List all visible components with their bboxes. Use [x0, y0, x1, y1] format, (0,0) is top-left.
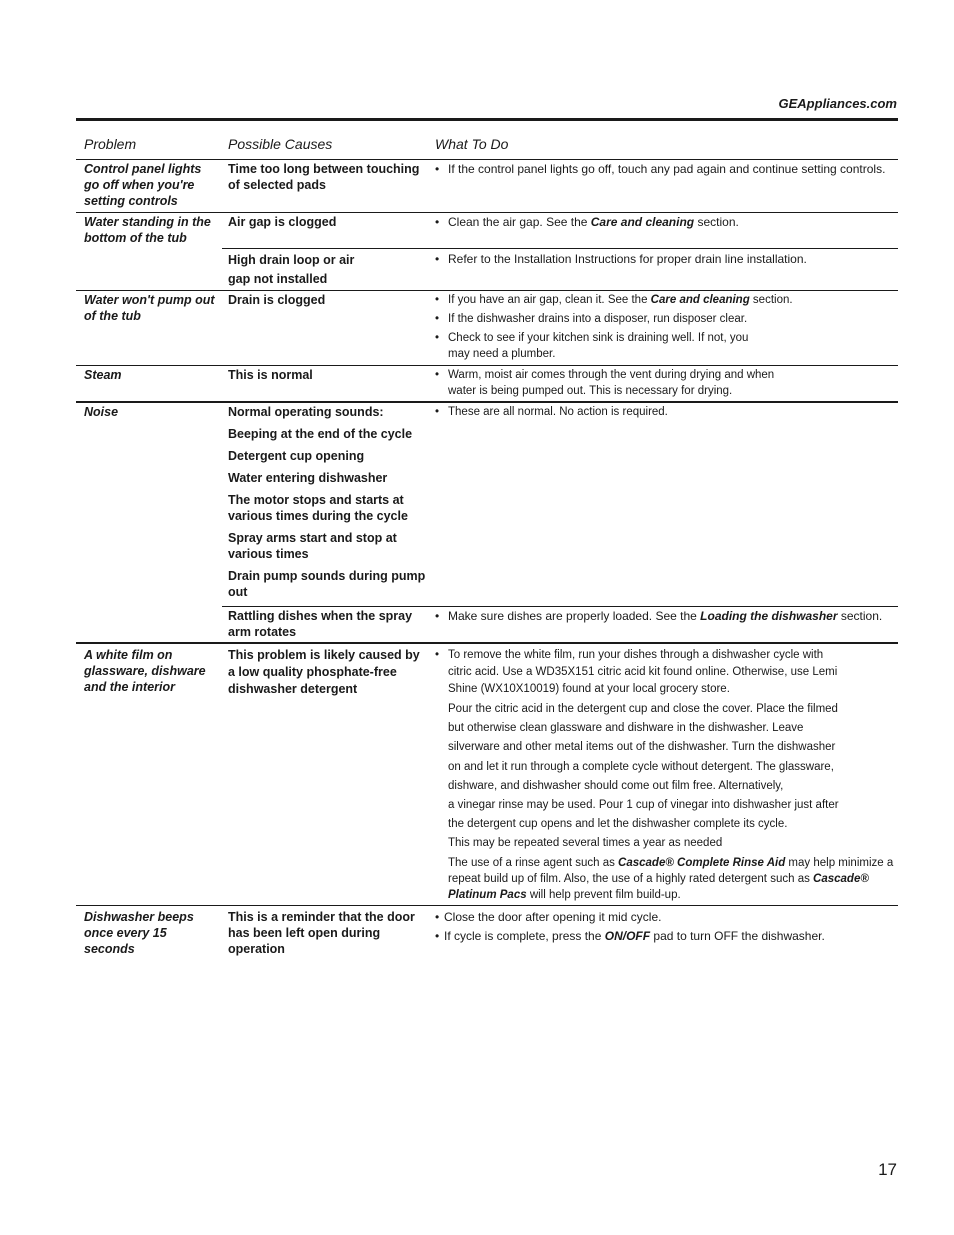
todo-drain-installation: • Refer to the Installation Instructions for proper drain line installation.: [435, 252, 807, 266]
top-rule: [76, 118, 898, 121]
cause-time-too-long: Time too long between touching of selected pads: [228, 162, 420, 192]
row-divider: [76, 905, 898, 906]
row-divider: [76, 365, 898, 366]
todo-drain-clogged: • If you have an air gap, clean it. See the Care and cleaning section. • If the dishwasher drains into a disposer, run disposer clear. • Check to see if your kitchen sink is draining well. If not, you may need a plumber.: [435, 294, 793, 360]
problem-steam: Steam: [84, 368, 122, 382]
problem-water-standing: Water standing in the bottom of the tub: [84, 215, 211, 245]
page-number: 17: [878, 1160, 897, 1179]
sub-row-divider: [222, 606, 898, 607]
sub-row-divider: [222, 248, 898, 249]
list-item: The motor stops and starts at various times during the cycle: [228, 493, 408, 523]
cause-drain-clogged: Drain is clogged: [228, 293, 326, 307]
problem-dishwasher-beeps: Dishwasher beeps once every 15 seconds: [84, 910, 194, 956]
todo-dishwasher-beeps: • Close the door after opening it mid cycle. • If cycle is complete, press the ON/OFF pad to turn OFF the dishwasher.: [435, 910, 825, 943]
todo-clean-air-gap: • Clean the air gap. See the Care and cleaning section.: [435, 215, 739, 229]
todo-noise-normal: • These are all normal. No action is required.: [435, 406, 668, 418]
column-header-todo: What To Do: [435, 136, 509, 152]
list-item: Beeping at the end of the cycle: [228, 427, 413, 441]
cause-air-gap-clogged: Air gap is clogged: [228, 215, 337, 229]
cause-rattling-dishes: Rattling dishes when the spray arm rotates: [228, 609, 413, 639]
list-item: Detergent cup opening: [228, 449, 365, 463]
cause-normal-sounds-list: [228, 404, 428, 600]
cause-low-quality-detergent: This problem is likely caused by a low quality phosphate-free dishwasher detergent: [228, 648, 420, 696]
problem-water-wont-pump: Water won't pump out of the tub: [84, 293, 215, 323]
header-rule: [76, 159, 898, 160]
problem-noise: Noise: [84, 405, 119, 419]
todo-white-film: • To remove the white film, run your dishes through a dishwasher cycle with citric acid. Use a WD35X151 citric acid kit found online. Otherwise, use Lemi Shine (WX10X10019) found at your local grocery store. Pour the citric acid in the detergent cup and close the cover. Place the filmed but otherwise clean glassware and dishware in the dishwasher. Leave silverware and other metal items out of the dishwasher. Turn the dishwasher on and let it run through a complete cycle without detergent. The glassware, dishware, and dishwasher should come out film free. Alternatively, a vinegar rinse may be used. Pour 1 cup of vinegar into dishwasher just after the detergent cup opens and let the dishwasher complete its cycle. This may be repeated several times a year as needed The use of a rinse agent such as Cascade® Complete Rinse Aid may help minimize a repeat build up of film. Also, the use of a highly rated detergent such as Cascade® Platinum Pacs will help prevent film build-up.: [435, 649, 894, 901]
column-header-causes: Possible Causes: [228, 136, 333, 152]
cause-this-is-normal: This is normal: [228, 368, 313, 382]
todo-load-dishes: • Make sure dishes are properly loaded. See the Loading the dishwasher section.: [435, 609, 883, 623]
todo-steam: • Warm, moist air comes through the vent during drying and when water is being pumped out. This is necessary for drying.: [435, 369, 775, 397]
todo-control-panel: • If the control panel lights go off, touch any pad again and continue setting controls.: [435, 162, 886, 176]
cause-door-open-reminder: This is a reminder that the door has been left open during operation: [228, 910, 415, 956]
list-item: Normal operating sounds:: [228, 405, 384, 419]
list-item: Drain pump sounds during pump out: [228, 569, 426, 599]
list-item: Spray arms start and stop at various times: [228, 531, 397, 561]
row-divider: [76, 290, 898, 291]
row-divider: [76, 642, 898, 644]
problem-white-film: A white film on glassware, dishware and the interior: [84, 648, 206, 694]
row-divider: [76, 401, 898, 403]
row-divider: [76, 212, 898, 213]
site-url: GEAppliances.com: [778, 96, 897, 111]
cause-high-drain-loop: High drain loop or air gap not installed: [228, 253, 355, 286]
column-header-problem: Problem: [84, 136, 137, 152]
problem-control-panel: Control panel lights go off when you're setting controls: [84, 162, 202, 208]
list-item: Water entering dishwasher: [228, 471, 388, 485]
